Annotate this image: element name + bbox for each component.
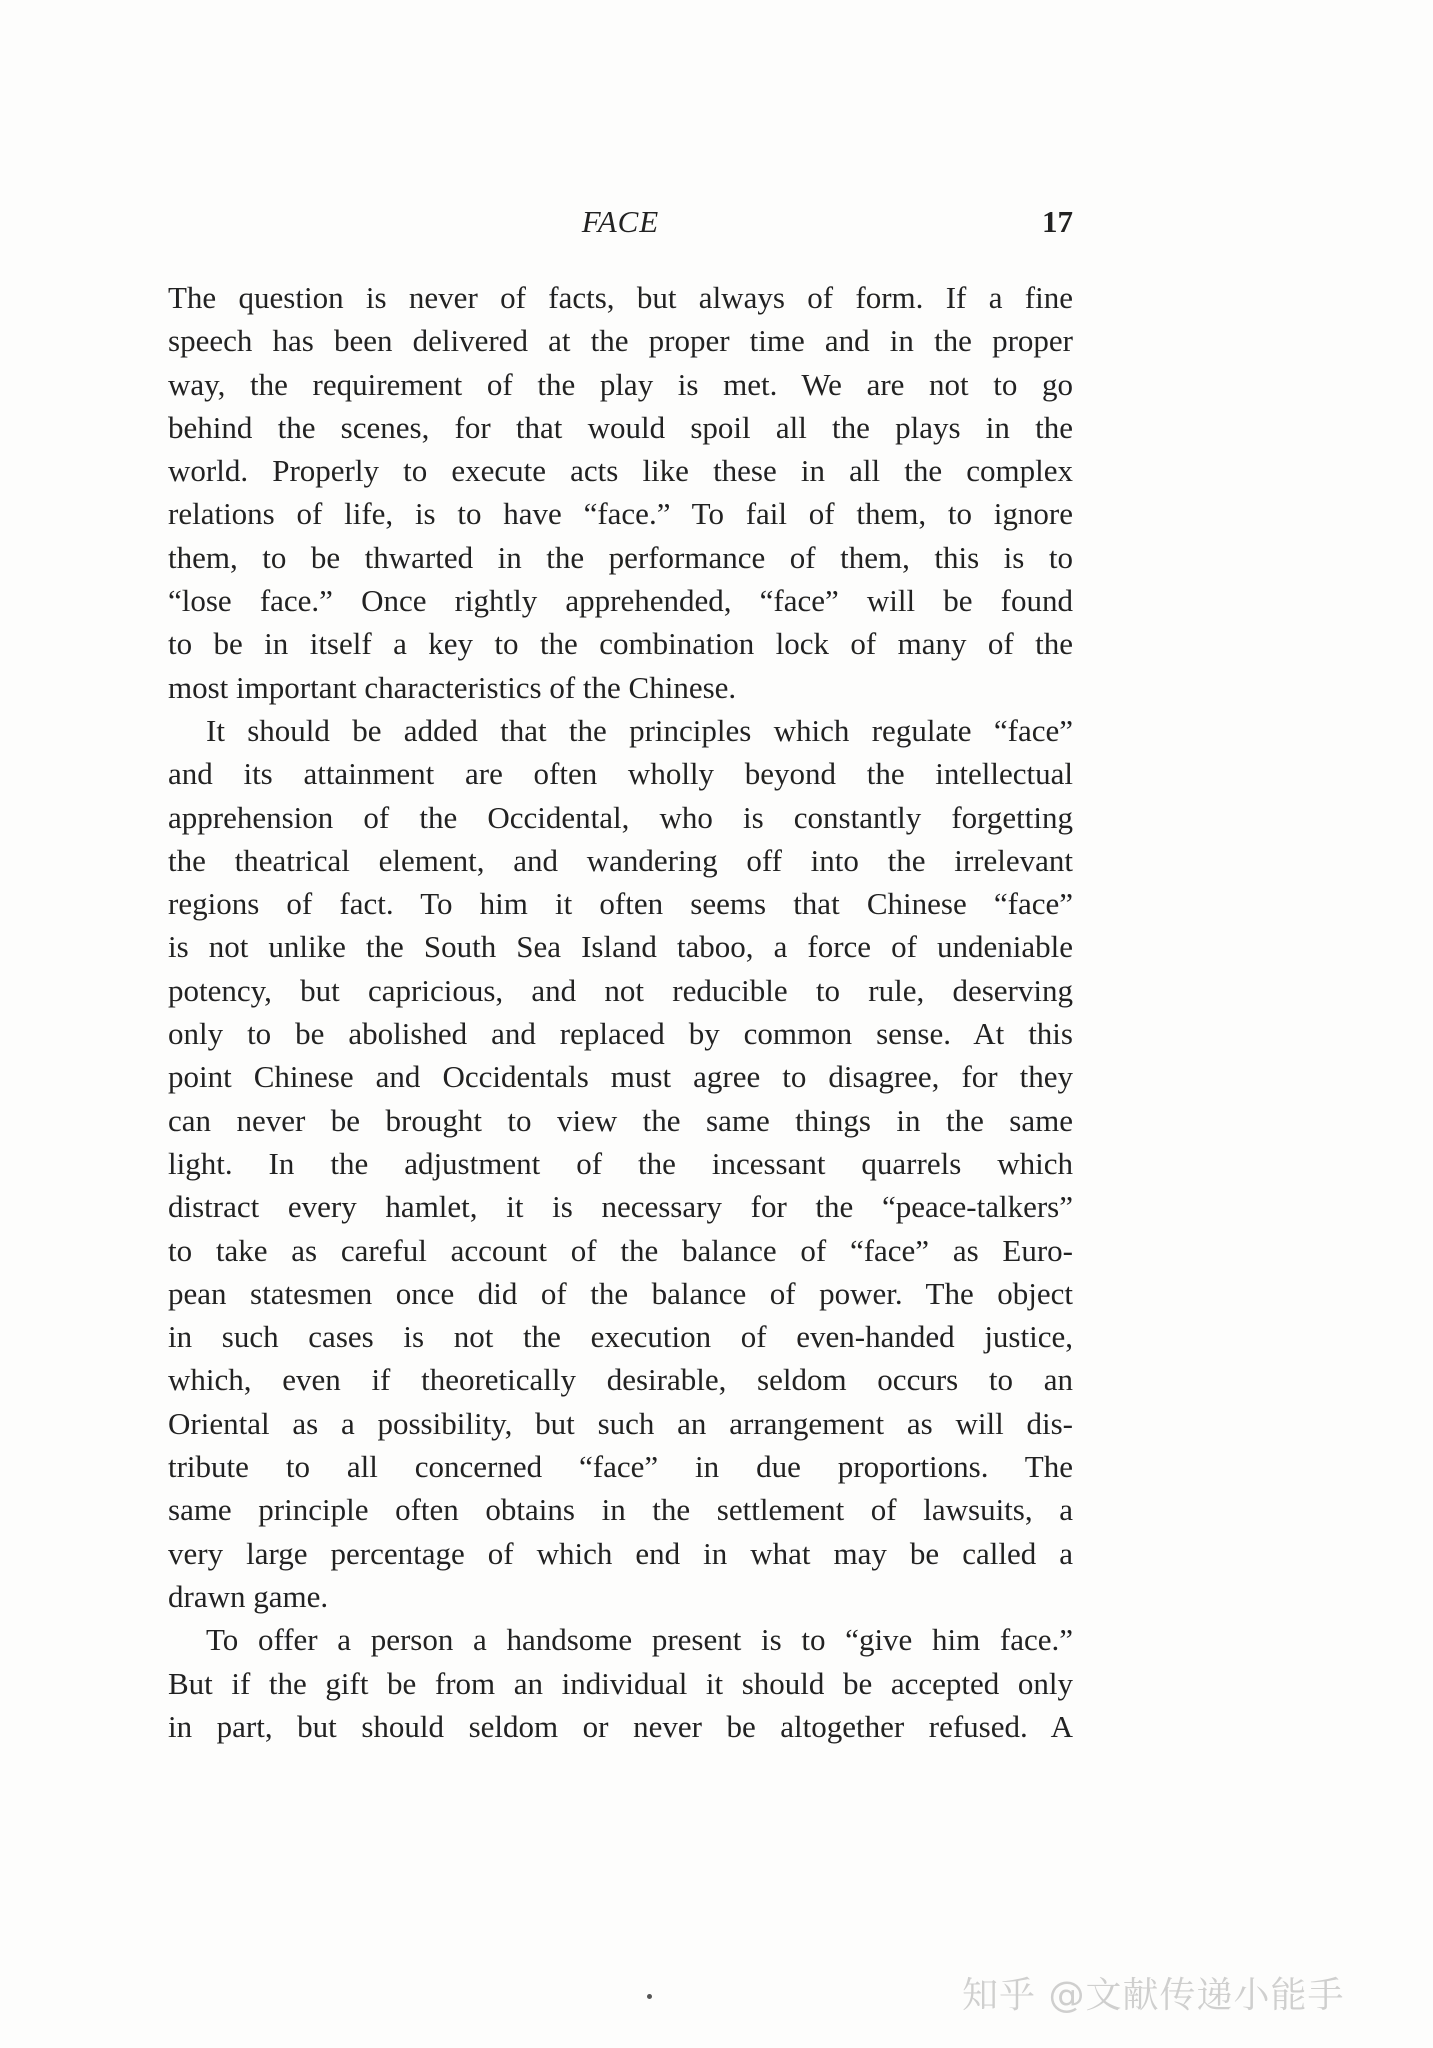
text-line: It should be added that the principles which regulate “face”: [206, 712, 1073, 748]
text-line: only to be abolished and replaced by common sense. At this: [168, 1016, 1073, 1052]
running-title: FACE: [581, 204, 660, 239]
running-head: [168, 200, 1073, 248]
text-line: point Chinese and Occidentals must agree to disagree, for they: [168, 1059, 1073, 1095]
text-line: behind the scenes, for that would spoil all the plays in the: [168, 409, 1073, 445]
text-line: in such cases is not the execution of even-handed justice,: [168, 1319, 1073, 1355]
text-line: But if the gift be from an individual it should be accepted only: [168, 1665, 1073, 1701]
text-line: which, even if theoretically desirable, seldom occurs to an: [168, 1362, 1073, 1398]
text-line: apprehension of the Occidental, who is constantly forgetting: [168, 799, 1073, 835]
page-number: 17: [1042, 204, 1073, 239]
text-line: in part, but should seldom or never be altogether refused. A: [168, 1708, 1073, 1744]
watermark: 知乎 @文献传递小能手: [962, 1975, 1345, 2016]
paragraph: [168, 1618, 1073, 1748]
text-line: regions of fact. To him it often seems that Chinese “face”: [168, 886, 1073, 922]
text-line: drawn game.: [168, 1578, 329, 1614]
text-line: “lose face.” Once rightly apprehended, “face” will be found: [168, 583, 1073, 619]
text-line: To offer a person a handsome present is to “give him face.”: [206, 1622, 1073, 1658]
text-line: same principle often obtains in the settlement of lawsuits, a: [168, 1492, 1073, 1528]
text-line: distract every hamlet, it is necessary for the “peace-talkers”: [168, 1189, 1073, 1225]
text-line: and its attainment are often wholly beyond the intellectual: [168, 756, 1073, 792]
text-line: to be in itself a key to the combination lock of many of the: [168, 626, 1073, 662]
text-line: relations of life, is to have “face.” To fail of them, to ignore: [168, 496, 1073, 532]
text-line: is not unlike the South Sea Island taboo, a force of undeniable: [168, 929, 1073, 965]
text-line: to take as careful account of the balance of “face” as Euro-: [168, 1232, 1073, 1268]
text-line: light. In the adjustment of the incessant quarrels which: [168, 1145, 1073, 1181]
text-line: tribute to all concerned “face” in due proportions. The: [168, 1449, 1073, 1485]
text-line: potency, but capricious, and not reducible to rule, deserving: [168, 972, 1073, 1008]
text-line: most important characteristics of the Chinese.: [168, 669, 737, 705]
text-line: Oriental as a possibility, but such an arrangement as will dis-: [168, 1405, 1073, 1441]
footer-mark: [647, 1994, 652, 1999]
body-text: [168, 276, 1073, 1748]
paragraph: [168, 709, 1073, 1618]
text-line: way, the requirement of the play is met. We are not to go: [168, 366, 1073, 402]
text-line: them, to be thwarted in the performance of them, this is to: [168, 539, 1073, 575]
text-line: very large percentage of which end in what may be called a: [168, 1535, 1073, 1571]
text-line: speech has been delivered at the proper time and in the proper: [168, 323, 1073, 359]
text-line: The question is never of facts, but always of form. If a fine: [168, 280, 1073, 315]
text-line: the theatrical element, and wandering off into the irrelevant: [168, 842, 1073, 878]
text-line: can never be brought to view the same things in the same: [168, 1102, 1073, 1138]
paragraph: [168, 276, 1073, 709]
text-line: world. Properly to execute acts like these in all the complex: [168, 453, 1073, 489]
text-line: pean statesmen once did of the balance of power. The object: [168, 1275, 1073, 1311]
